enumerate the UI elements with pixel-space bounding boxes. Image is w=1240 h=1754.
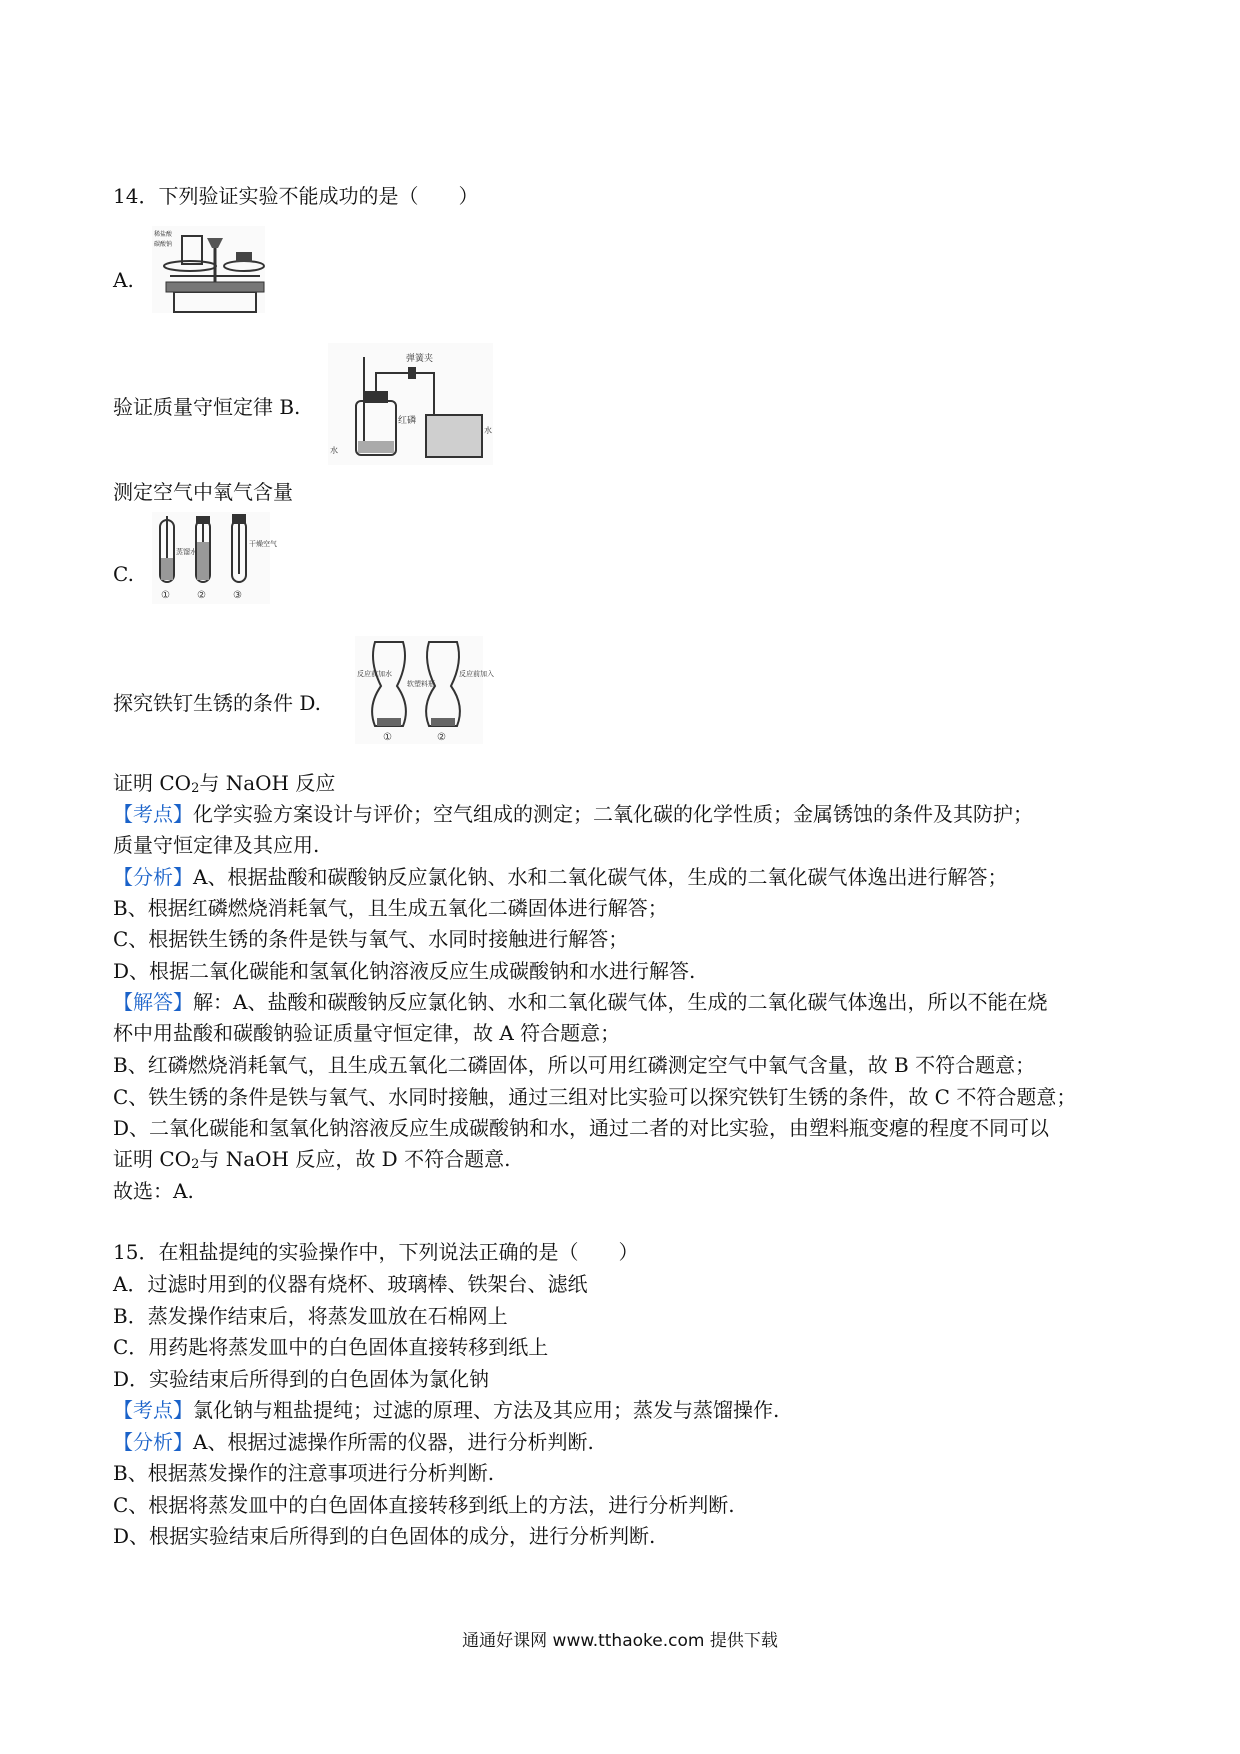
- q14-fenxi-tag: 【分析】: [113, 865, 193, 889]
- q14-option-a-caption: 验证质量守恒定律: [113, 395, 273, 419]
- fig-d-label-added: 反应前加入: [459, 670, 494, 678]
- q15-stem: 15．在粗盐提纯的实验操作中，下列说法正确的是（ ）: [113, 1240, 639, 1264]
- q14-kaodian-line-1: [113, 800, 1033, 828]
- q15-fenxi-line: [113, 1428, 594, 1456]
- fig-a-label-1: 稀盐酸: [154, 231, 173, 238]
- q15-fenxi-b: B、根据蒸发操作的注意事项进行分析判断.: [113, 1461, 495, 1485]
- q14-kaodian-line-2: 质量守恒定律及其应用.: [113, 833, 320, 857]
- fig-c-label-dry-air: 干燥空气: [249, 540, 277, 548]
- q14-fenxi-a: A、根据盐酸和碳酸钠反应氯化钠、水和二氧化碳气体，生成的二氧化碳气体逸出进行解答；: [193, 865, 1008, 889]
- q14-answer: 故选：A.: [113, 1179, 194, 1203]
- q14-fenxi-line-1: [113, 863, 1007, 891]
- q14-stem: 14．下列验证实验不能成功的是（ ）: [113, 184, 479, 208]
- q14-option-c-letter: C.: [113, 562, 134, 586]
- q15-option-d: D．实验结束后所得到的白色固体为氯化钠: [113, 1367, 490, 1391]
- q14-kaodian-text-1: 化学实验方案设计与评价；空气组成的测定；二氧化碳的化学性质；金属锈蚀的条件及其防护；: [193, 802, 1033, 826]
- q14-fenxi-d: D、根据二氧化碳能和氢氧化钠溶液反应生成碳酸钠和水进行解答.: [113, 959, 696, 983]
- plastic-bottles-figure: [355, 636, 494, 744]
- test-tubes-figure: [152, 512, 277, 604]
- q15-kaodian-line: [113, 1396, 779, 1424]
- q14-option-d-caption-part1: 证明 CO: [113, 771, 192, 795]
- fig-c-label-1: ①: [161, 590, 170, 601]
- q14-jieda-line-1: [113, 988, 1047, 1016]
- q14-jieda-line-5: D、二氧化碳能和氢氧化钠溶液反应生成碳酸钠和水，通过二者的对比实验，由塑料瓶变瘪的程度不同可以: [113, 1116, 1050, 1140]
- fig-d-label-2: ②: [437, 732, 446, 743]
- q15-fenxi-d: D、根据实验结束后所得到的白色固体的成分，进行分析判断.: [113, 1524, 656, 1548]
- fig-c-label-2: ②: [197, 590, 206, 601]
- fig-d-label-bottle: 软塑料瓶: [407, 680, 435, 688]
- balance-figure: [152, 226, 265, 313]
- q14-option-b-letter: B.: [279, 395, 301, 419]
- q15-option-b: B．蒸发操作结束后，将蒸发皿放在石棉网上: [113, 1304, 508, 1328]
- red-phosphorus-apparatus-figure: [328, 343, 493, 465]
- fig-b-label-clamp: 弹簧夹: [406, 354, 434, 364]
- q14-option-a-letter: A.: [113, 268, 134, 292]
- fig-c-label-3: ③: [233, 590, 242, 601]
- q14-fenxi-b: B、根据红磷燃烧消耗氧气，且生成五氧化二磷固体进行解答；: [113, 896, 668, 920]
- q14-option-d-caption: [113, 769, 335, 803]
- q14-option-b-caption: 测定空气中氧气含量: [113, 480, 293, 504]
- q15-fenxi-tag: 【分析】: [113, 1430, 193, 1454]
- q14-option-c-caption: 探究铁钉生锈的条件: [113, 691, 293, 715]
- q14-jieda-line-4: C、铁生锈的条件是铁与氧气、水同时接触，通过三组对比实验可以探究铁钉生锈的条件，故 C 不符合题意；: [113, 1085, 1077, 1109]
- fig-d-label-water: 反应前加水: [357, 670, 392, 678]
- q14-jieda-line-2: 杯中用盐酸和碳酸钠验证质量守恒定律，故 A 符合题意；: [113, 1021, 621, 1045]
- q14-jieda-tag: 【解答】: [113, 990, 193, 1014]
- q14-option-d-caption-part2: 与 NaOH 反应: [199, 771, 336, 795]
- q15-fenxi-c: C、根据将蒸发皿中的白色固体直接转移到纸上的方法，进行分析判断.: [113, 1493, 735, 1517]
- q14-jieda-line-3: B、红磷燃烧消耗氧气，且生成五氧化二磷固体，所以可用红磷测定空气中氧气含量，故 B 不符合题意；: [113, 1053, 1036, 1077]
- fig-b-label-water-left: 水: [330, 446, 338, 455]
- q14-option-d-caption-sub: 2: [191, 781, 200, 796]
- fig-c-label-water: 蒸馏水: [176, 548, 197, 556]
- page-footer: 通通好课网 www.tthaoke.com 提供下载: [462, 1631, 778, 1651]
- q14-jieda-6b: 与 NaOH 反应，故 D 不符合题意.: [199, 1147, 511, 1171]
- q14-option-d-letter: D.: [299, 691, 322, 715]
- q14-option-c-caption-row: [113, 689, 321, 717]
- q15-option-c: C．用药匙将蒸发皿中的白色固体直接转移到纸上: [113, 1335, 549, 1359]
- q14-jieda-6a: 证明 CO: [113, 1147, 192, 1171]
- q14-jieda-6sub: 2: [191, 1157, 200, 1172]
- fig-b-label-water-right: 水: [484, 426, 492, 435]
- q14-jieda-line-6: [113, 1145, 510, 1179]
- q15-option-a: A．过滤时用到的仪器有烧杯、玻璃棒、铁架台、滤纸: [113, 1272, 588, 1296]
- q15-fenxi-a: A、根据过滤操作所需的仪器，进行分析判断.: [193, 1430, 594, 1454]
- q14-option-a-caption-row: [113, 393, 300, 421]
- q15-kaodian-tag: 【考点】: [113, 1398, 193, 1422]
- q15-kaodian-text: 氯化钠与粗盐提纯；过滤的原理、方法及其应用；蒸发与蒸馏操作.: [193, 1398, 780, 1422]
- q14-kaodian-tag: 【考点】: [113, 802, 193, 826]
- q14-fenxi-c: C、根据铁生锈的条件是铁与氧气、水同时接触进行解答；: [113, 927, 629, 951]
- fig-b-label-phosphorus: 红磷: [398, 416, 417, 426]
- fig-a-label-2: 碳酸钠: [154, 241, 173, 248]
- fig-d-label-1: ①: [383, 732, 392, 743]
- q14-jieda-text-1: 解：A、盐酸和碳酸钠反应氯化钠、水和二氧化碳气体，生成的二氧化碳气体逸出，所以不能在烧: [193, 990, 1048, 1014]
